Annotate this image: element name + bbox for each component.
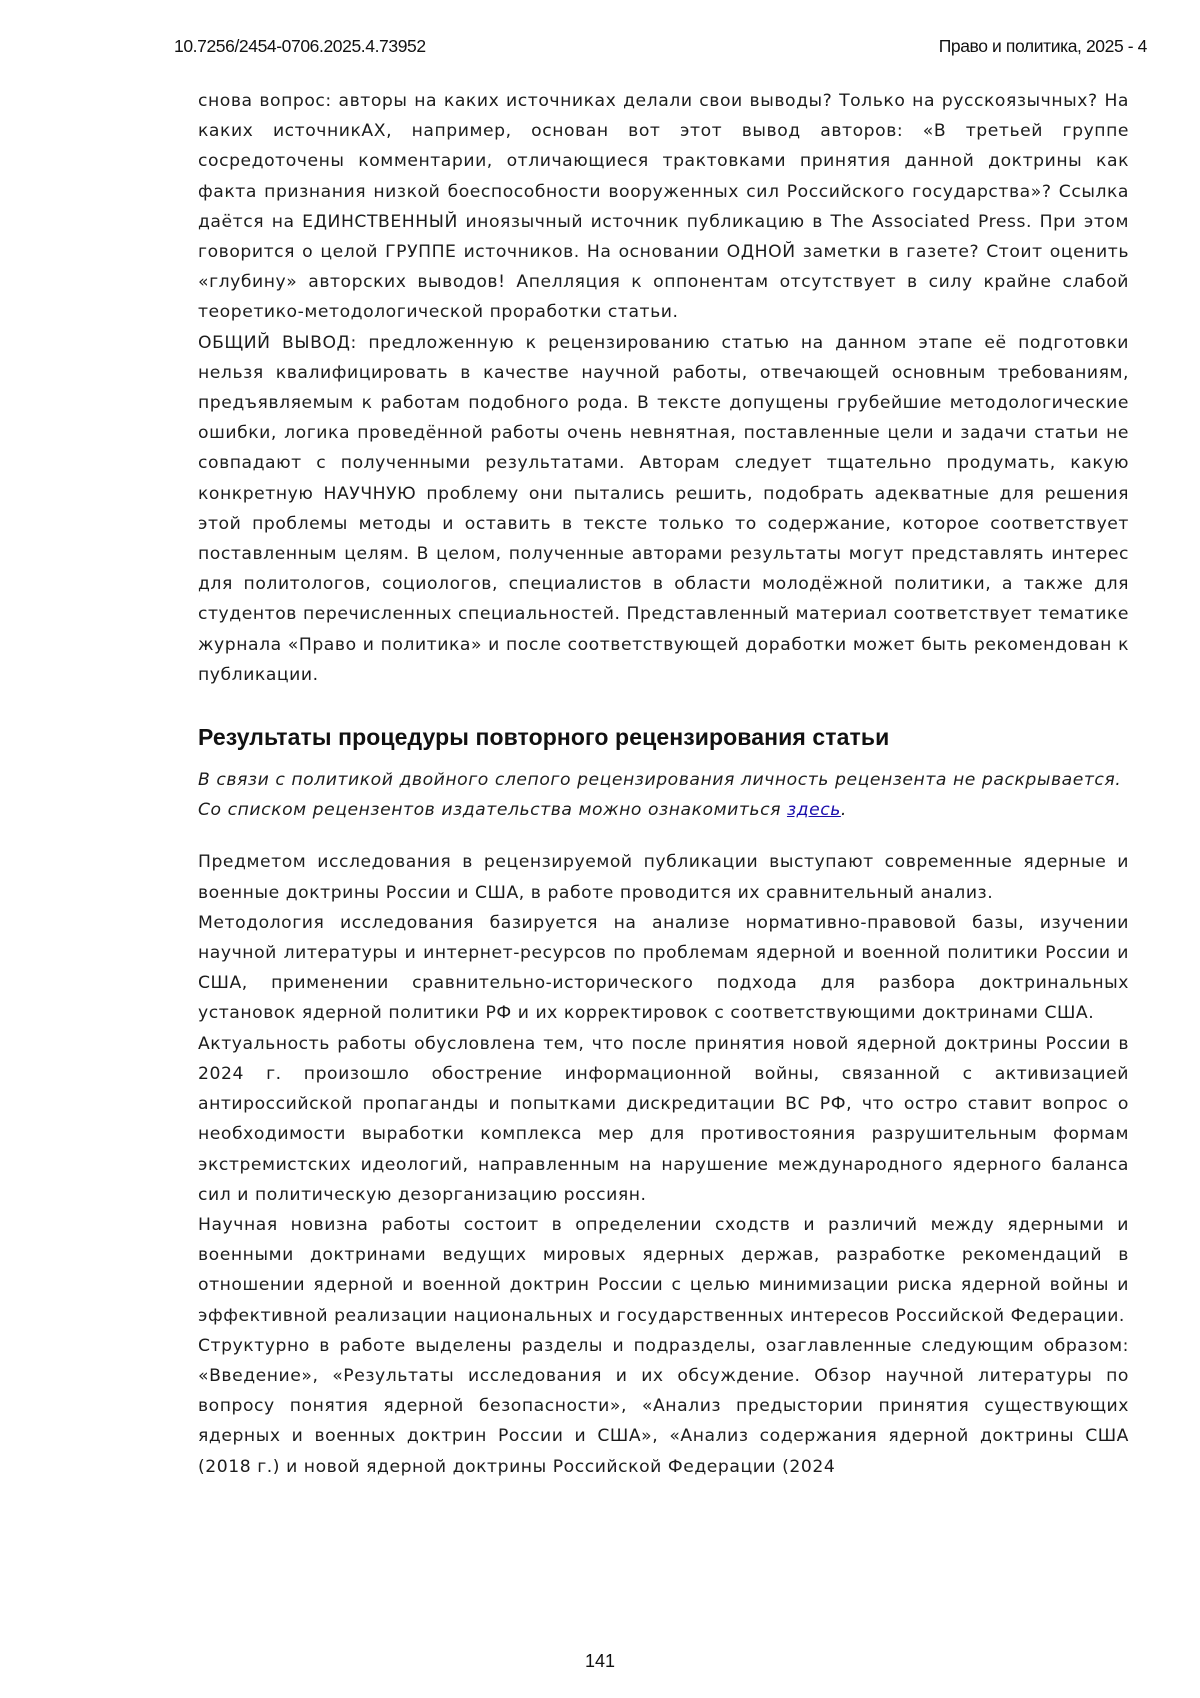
anonymity-note: В связи с политикой двойного слепого рецензирования личность рецензента не раскрывается. xyxy=(198,765,1129,795)
journal-header: Право и политика, 2025 - 4 xyxy=(939,36,1147,57)
reviewers-list-note xyxy=(198,795,1129,825)
review-paragraph: снова вопрос: авторы на каких источниках делали свои выводы? Только на русскоязычных? На каких источникАХ, например, основан вот этот вывод авторов: «В третьей группе сосредоточены комментарии, отличающиеся трактовками принятия данной доктрины как факта признания низкой боеспособности вооруженных сил Российского государства»? Ссылка даётся на ЕДИНСТВЕННЫЙ иноязычный источник публикацию в The Associated Press. При этом говорится о целой ГРУППЕ источников. На основании ОДНОЙ заметки в газете? Стоит оценить «глубину» авторских выводов! Апелляция к оппонентам отсутствует в силу крайне слабой теоретико-методологической проработки статьи. xyxy=(198,86,1129,328)
methodology-paragraph: Методология исследования базируется на анализе нормативно-правовой базы, изучении научной литературы и интернет-ресурсов по проблемам ядерной и военной политики России и США, применении сравнительно-исторического подхода для разбора доктринальных установок ядерной политики РФ и их корректировок с соответствующими доктринами США. xyxy=(198,908,1129,1029)
reviewers-note-text: Со списком рецензентов издательства можно ознакомиться xyxy=(198,800,787,820)
subject-paragraph: Предметом исследования в рецензируемой публикации выступают современные ядерные и военные доктрины России и США, в работе проводится их сравнительный анализ. xyxy=(198,847,1129,907)
reviewers-list-link[interactable]: здесь xyxy=(787,800,841,820)
structure-paragraph: Структурно в работе выделены разделы и подразделы, озаглавленные следующим образом: «Введение», «Результаты исследования и их обсуждение. Обзор научной литературы по вопросу понятия ядерной безопасности», «Анализ предыстории принятия существующих ядерных и военных доктрин России и США», «Анализ содержания ядерной доктрины США (2018 г.) и новой ядерной доктрины Российской Федерации (2024 xyxy=(198,1331,1129,1482)
doi-header: 10.7256/2454-0706.2025.4.73952 xyxy=(174,36,426,57)
page-content xyxy=(198,86,1129,1482)
spacer xyxy=(198,825,1129,847)
page-number: 141 xyxy=(0,1651,1200,1672)
relevance-paragraph: Актуальность работы обусловлена тем, что после принятия новой ядерной доктрины России в 2024 г. произошло обострение информационной войны, связанной с активизацией антироссийской пропаганды и попытками дискредитации ВС РФ, что остро ставит вопрос о необходимости выработки комплекса мер для противостояния разрушительным формам экстремистских идеологий, направленным на нарушение международного ядерного баланса сил и политическую дезорганизацию россиян. xyxy=(198,1029,1129,1210)
reviewers-note-end: . xyxy=(841,800,847,820)
review-conclusion-paragraph: ОБЩИЙ ВЫВОД: предложенную к рецензированию статью на данном этапе её подготовки нельзя квалифицировать в качестве научной работы, отвечающей основным требованиям, предъявляемым к работам подобного рода. В тексте допущены грубейшие методологические ошибки, логика проведённой работы очень невнятная, поставленные цели и задачи статьи не совпадают с полученными результатами. Авторам следует тщательно продумать, какую конкретную НАУЧНУЮ проблему они пытались решить, подобрать адекватные для решения этой проблемы методы и оставить в тексте только то содержание, которое соответствует поставленным целям. В целом, полученные авторами результаты могут представлять интерес для политологов, социологов, специалистов в области молодёжной политики, а также для студентов перечисленных специальностей. Представленный материал соответствует тематике журнала «Право и политика» и после соответствующей доработки может быть рекомендован к публикации. xyxy=(198,328,1129,690)
section-title: Результаты процедуры повторного рецензирования статьи xyxy=(198,719,1129,755)
novelty-paragraph: Научная новизна работы состоит в определении сходств и различий между ядерными и военными доктринами ведущих мировых ядерных держав, разработке рекомендаций в отношении ядерной и военной доктрин России с целью минимизации риска ядерной войны и эффективной реализации национальных и государственных интересов Российской Федерации. xyxy=(198,1210,1129,1331)
